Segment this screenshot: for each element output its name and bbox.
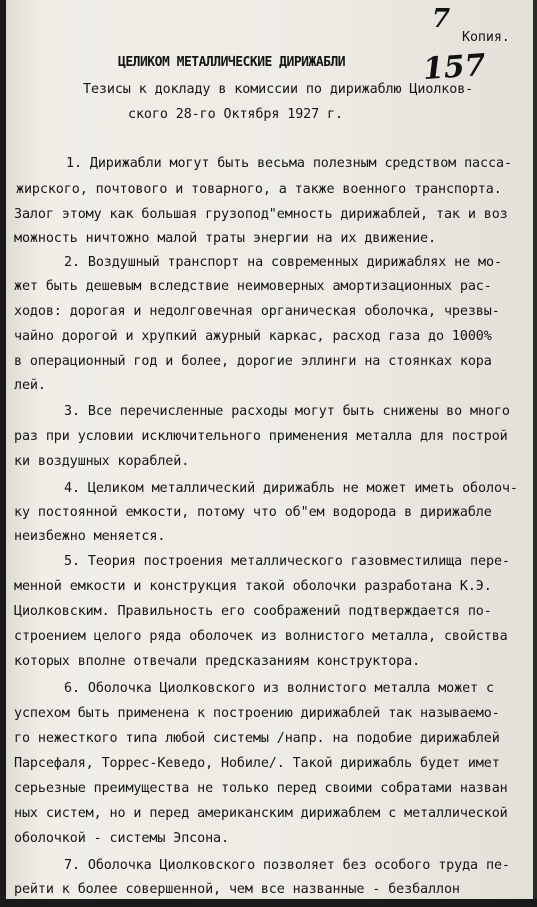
body-line: неизбежно меняется. xyxy=(14,529,166,544)
body-line: жирского, почтового и товарного, а также военного транспорта. xyxy=(16,182,502,197)
body-line: менной емкости и конструкция такой оболочки разработана К.Э. xyxy=(14,579,492,594)
body-line: Залог этому как большая грузопод"емность дирижаблей, так и воз xyxy=(14,207,508,222)
body-line: строением целого ряда оболочек из волнистого металла, свойства xyxy=(14,629,508,644)
body-line: 2. Воздушный транспорт на современных дирижаблях не мо- xyxy=(64,255,502,270)
body-line: чайно дорогой и хрупкий ажурный каркас, расход газа до 1000% xyxy=(14,329,492,344)
body-line: ходов: дорогая и недолговечная органическая оболочка, чрезвы- xyxy=(14,304,500,319)
body-line: жет быть дешевым вследствие неимоверных амортизационных рас- xyxy=(14,279,492,294)
body-line: рейти к более совершенной, чем все названные - безбаллон xyxy=(14,882,460,897)
body-line: 6. Оболочка Циолковского из волнистого металла может с xyxy=(64,681,494,696)
archive-number: 157 xyxy=(421,47,487,88)
body-line: 3. Все перечисленные расходы могут быть снижены во много xyxy=(64,404,510,419)
body-line: Парсефаля, Торрес-Кеведо, Нобиле/. Такой дирижабль будет имет xyxy=(14,756,500,771)
copy-mark: Копия. xyxy=(462,30,510,45)
body-line: раз при условии исключительного применения металла для построй xyxy=(14,429,508,444)
body-line: которых вполне отвечали предсказаниям конструктора. xyxy=(14,654,421,669)
body-line: го нежесткого типа любой системы /напр. на подобие дирижаблей xyxy=(14,731,500,746)
body-line: успехом быть применена к построению дирижаблей так называемо- xyxy=(14,706,500,721)
document-title: ЦЕЛИКОМ МЕТАЛЛИЧЕСКИЕ ДИРИЖАБЛИ xyxy=(118,55,346,70)
body-line: лей. xyxy=(14,378,46,393)
body-line: ку постоянной емкости, потому что об"ем водорода в дирижабле xyxy=(14,505,492,520)
body-line: ных систем, но и перед американским дирижаблем с металлической xyxy=(14,806,508,821)
body-line: 7. Оболочка Циолковского позволяет без особого труда пе- xyxy=(64,858,510,873)
scan-edge-left xyxy=(0,0,6,907)
body-line: 4. Целиком металлический дирижабль не может иметь оболоч- xyxy=(64,481,518,496)
body-line: ки воздушных кораблей. xyxy=(14,454,190,469)
page-number: 7 xyxy=(432,4,451,34)
scan-edge-bottom xyxy=(0,899,537,907)
scan-edge-right xyxy=(533,0,537,907)
subtitle-line-2: ского 28-го Октября 1927 г. xyxy=(128,107,343,122)
subtitle-line-1: Тезисы к докладу в комиссии по дирижаблю Циолков- xyxy=(83,82,474,97)
body-line: можность ничтожно малой траты энергии на их движение. xyxy=(14,231,436,246)
body-line: 1. Дирижабли могут быть весьма полезным средством пасса- xyxy=(66,156,512,171)
body-line: серьезные преимущества не только перед своими собратами назван xyxy=(14,781,508,796)
body-line: в операционный год и более, дорогие эллинги на стоянках кора xyxy=(14,354,492,369)
body-line: оболочкой - системы Эпсона. xyxy=(14,831,229,846)
body-line: 5. Теория построения металлического газовместилища пере- xyxy=(64,554,510,569)
body-line: Циолковским. Правильность его соображений подтверждается по- xyxy=(14,604,492,619)
